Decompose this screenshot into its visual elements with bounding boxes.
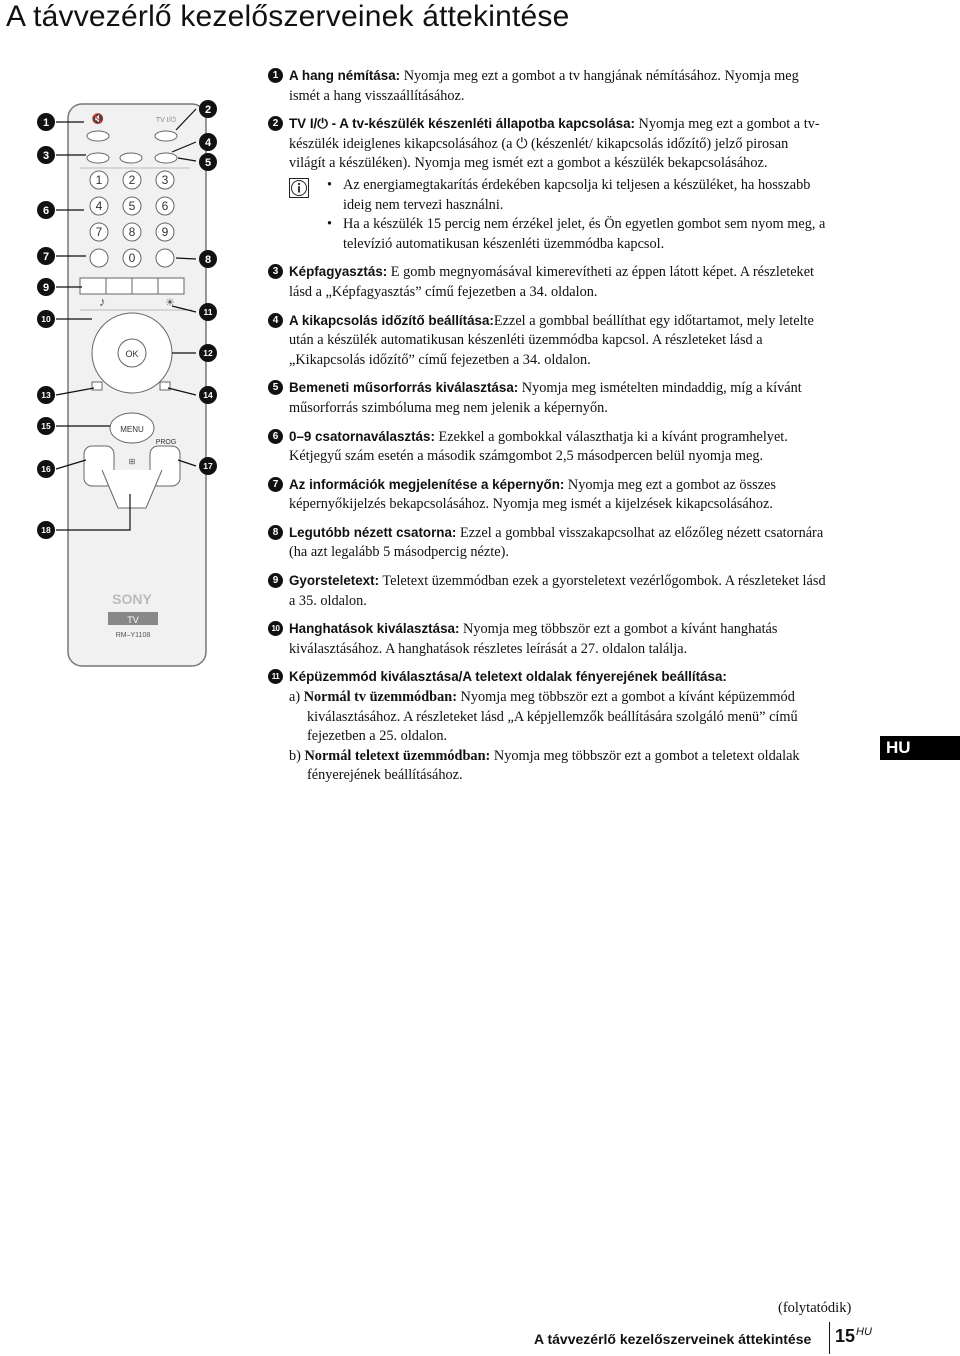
callout-label: 13 (41, 390, 51, 400)
item-sleep-timer (268, 311, 828, 371)
tv-power-label: TV I/⏻ (155, 117, 177, 124)
item-heading: TV I/⏻ - A tv-készülék készenléti állapotba kapcsolása: (289, 116, 635, 132)
page-language: HU (856, 1326, 872, 1338)
menu-label: MENU (120, 425, 144, 434)
digit-label: 2 (128, 173, 136, 187)
digit-label: 3 (161, 173, 169, 187)
item-sound-effect (268, 619, 828, 659)
item-text: Nyomja meg többször ezt a gombot a kívánt hanghatás kiválasztásához. A hanghatások részletes leírását a 27. oldalon találja. (289, 621, 778, 657)
digit-label: 1 (95, 173, 103, 187)
callout-label: 17 (203, 461, 213, 471)
callout-label: 9 (42, 282, 50, 294)
callout-label: 10 (41, 314, 51, 324)
footer-title: A távvezérlő kezelőszerveinek áttekintése (534, 1331, 812, 1347)
item-number: 11 (268, 669, 283, 684)
item-number: 8 (268, 525, 283, 540)
sub-heading: Normál teletext üzemmódban: (304, 747, 491, 764)
callout-label: 7 (42, 251, 50, 263)
freeze-button (87, 153, 109, 163)
digit-label: 8 (128, 225, 136, 239)
callout-label: 15 (41, 421, 51, 431)
callout-label: 16 (41, 464, 51, 474)
item-number: 3 (268, 264, 283, 279)
item-text: Nyomja meg ezt a gombot a tv hangjának némításához. Nyomja meg ismét a hang visszaállításához. (289, 68, 799, 104)
picture-mode-icon: ☀ (165, 297, 175, 309)
model-number: RM–Y1108 (115, 632, 151, 639)
item-freeze (268, 262, 828, 302)
item-heading: A hang némítása: (289, 68, 401, 83)
mute-button (87, 131, 109, 141)
sub-item-a (289, 688, 828, 747)
small-button (92, 382, 102, 390)
item-number: 1 (268, 68, 283, 83)
sub-label: a) (289, 689, 304, 706)
item-text: Ezzel a gombbal visszakapcsolhat az előzőleg nézett csatornára (ha azt legalább 5 másodpercig nézte). (289, 524, 824, 561)
item-number: 10 (268, 621, 283, 636)
item-number: 5 (268, 380, 283, 395)
prog-label: PROG (155, 439, 177, 446)
item-list (268, 66, 828, 794)
item-heading: Az információk megjelenítése a képernyőn: (289, 476, 565, 492)
item-heading: Legutóbb nézett csatorna: (289, 524, 457, 540)
page-title: A távvezérlő kezelőszerveinek áttekintése (6, 0, 570, 33)
item-number: 2 (268, 116, 283, 131)
item-text: Ezzel a gombbal beállíthat egy időtartamot, mely letelte után a készülék automatikusan készenléti üzemmódba kapcsol. A részleteket lásd a „Kikapcsolás időzítő” című fejezetben a 34. oldalon. (289, 312, 814, 368)
digit-label: 6 (161, 199, 169, 213)
digit-label: 0 (128, 251, 136, 265)
item-heading: Gyorsteletext: (289, 573, 380, 589)
continued-note: (folytatódik) (778, 1300, 852, 1316)
sub-text: Nyomja meg többször ezt a gombot a kívánt képüzemmód kiválasztásához. A részleteket lásd „A képjellemzők beállítására szolgáló menü” című fejezetben a 25. oldalon. (307, 689, 798, 745)
item-input-select (268, 378, 828, 418)
info-icon (289, 178, 309, 198)
callout-label: 12 (203, 348, 213, 358)
sub-label: b) (289, 747, 305, 764)
sub-heading: Normál tv üzemmódban: (303, 689, 457, 706)
note-bullet: • Az energiamegtakarítás érdekében kapcsolja ki teljesen a készüléket, ha hosszabb ideig nem tervezi használni. (323, 176, 828, 215)
item-mute (268, 66, 828, 106)
item-standby (268, 114, 828, 254)
mute-icon: 🔇 (91, 114, 105, 125)
item-text: Nyomja meg ezt a gombot az összes képernyőkijelzés bekapcsolásához. Nyomja meg ismét a kijelzések kikapcsolásához. (289, 476, 776, 513)
callout-label: 2 (204, 104, 212, 116)
tv-badge-label: TV (127, 615, 139, 625)
item-heading: Képfagyasztás: (289, 264, 388, 280)
info-button (90, 249, 108, 267)
item-info-display (268, 475, 828, 515)
callout-label: 6 (42, 205, 50, 217)
page-number: 15 (835, 1326, 856, 1346)
item-channel-select (268, 427, 828, 467)
callout-label: 4 (204, 137, 212, 149)
callout-label: 14 (203, 390, 213, 400)
digit-label: 7 (95, 225, 103, 239)
item-heading: A kikapcsolás időzítő beállítása: (289, 312, 494, 328)
item-picture-mode (268, 667, 828, 786)
item-number: 7 (268, 477, 283, 492)
item-text: Nyomja meg ismételten mindaddig, míg a kívánt műsorforrás szimbóluma meg nem jelenik a képernyőn. (289, 380, 802, 416)
power-button (155, 131, 177, 141)
callout-label: 18 (41, 525, 51, 535)
item-number: 4 (268, 313, 283, 328)
digit-label: 9 (161, 225, 169, 239)
item-text: Nyomja meg ezt a gombot a tv-készülék ideiglenes kikapcsolásához (a ⏻ (készenlét/ kikapcsolás időzítő) jelző pirosan világít a készüléken). Nyomja meg ismét ezt a gombot a készülék bekapcsolásához. (289, 116, 820, 172)
callout-label: 5 (204, 157, 212, 169)
sub-item-b (289, 747, 828, 786)
item-text: E gomb megnyomásával kimerevítheti az éppen látott képet. A részleteket lásd a „Képfagyasztás” című fejezetben a 34. oldalon. (289, 264, 815, 300)
callout-label: 1 (42, 117, 50, 129)
note-bullet: • Ha a készülék 15 percig nem érzékel jelet, és Ön egyetlen gombot sem nyom meg, a televízió automatikusan készenléti üzemmódba kapcsol. (323, 215, 828, 254)
sound-effect-icon: ♪ (99, 294, 106, 309)
item-heading: Hanghatások kiválasztása: (289, 621, 460, 637)
callout-label: 11 (203, 307, 213, 317)
item-number: 9 (268, 573, 283, 588)
language-tab: HU (880, 736, 960, 760)
item-last-channel (268, 523, 828, 563)
sleep-timer-button (120, 153, 142, 163)
last-channel-button (156, 249, 174, 267)
brand-logo: SONY (112, 591, 152, 607)
item-text: Teletext üzemmódban ezek a gyorsteletext vezérlőgombok. A részleteket lásd a 35. oldalon. (289, 573, 826, 609)
digit-label: 5 (128, 199, 136, 213)
item-fastext (268, 571, 828, 611)
digit-label: 4 (95, 199, 103, 213)
remote-control-illustration (0, 60, 250, 680)
callout-label: 8 (204, 254, 212, 266)
item-number: 6 (268, 429, 283, 444)
input-select-button (155, 153, 177, 163)
item-heading: Bemeneti műsorforrás kiválasztása: (289, 380, 519, 396)
small-button (160, 382, 170, 390)
callout-label: 3 (42, 150, 50, 162)
note-block (289, 176, 828, 254)
teletext-icon: ⊞ (128, 457, 136, 466)
ok-label: OK (125, 349, 139, 359)
item-heading: Képüzemmód kiválasztása/A teletext oldalak fényerejének beállítása: (289, 669, 727, 685)
sub-text: Nyomja meg többször ezt a gombot a teletext oldalak fényerejének beállításához. (307, 747, 800, 784)
item-text: Ezekkel a gombokkal választhatja ki a kívánt programhelyet. Kétjegyű szám esetén a második számgombot 2,5 másodpercen belül nyomja meg. (289, 428, 788, 465)
item-heading: 0–9 csatornaválasztás: (289, 428, 435, 444)
footer-divider (829, 1322, 830, 1354)
